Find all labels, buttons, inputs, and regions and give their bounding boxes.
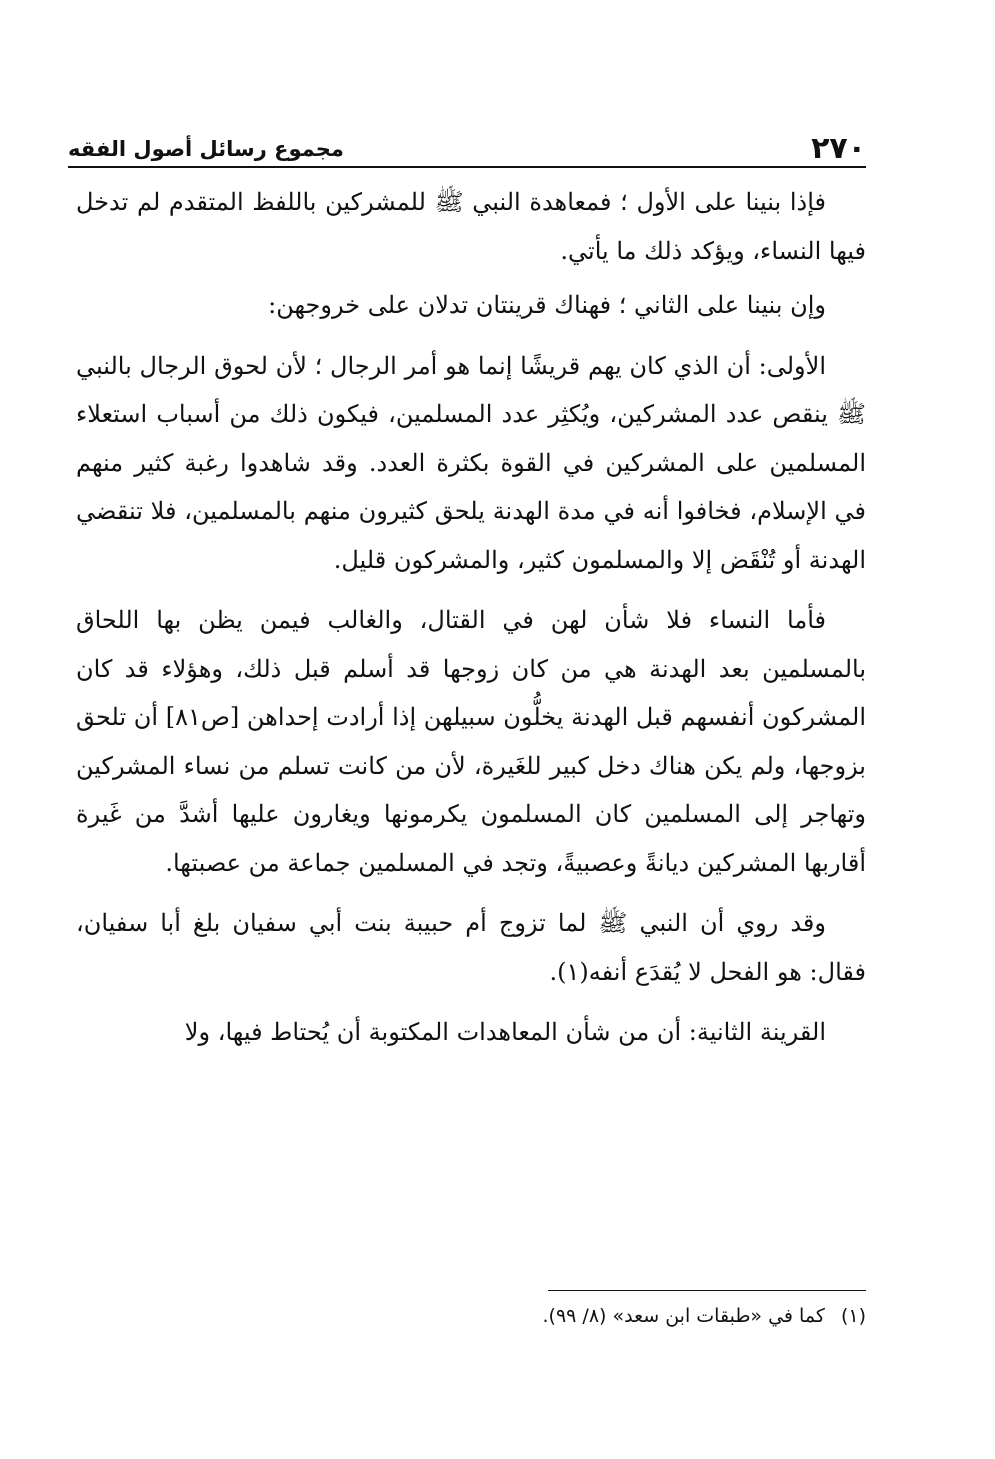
paragraph: وإن بنينا على الثاني ؛ فهناك قرينتان تدلان على خروجهن: — [268, 291, 826, 319]
paragraph: وقد روي أن النبي ﷺ لما تزوج أم حبيبة بنت أبي سفيان بلغ أبا سفيان، فقال: هو الفحل لا يُقدَع أنفه(١). — [76, 909, 866, 986]
paragraph: فإذا بنينا على الأول ؛ فمعاهدة النبي ﷺ للمشركين باللفظ المتقدم لم تدخل فيها النساء، ويؤكد ذلك ما يأتي. — [76, 188, 866, 265]
footnote — [300, 1300, 866, 1332]
running-title: مجموع رسائل أصول الفقه — [68, 137, 344, 161]
footnote-divider — [548, 1290, 866, 1291]
paragraph: فأما النساء فلا شأن لهن في القتال، والغالب فيمن يظن بها اللحاق بالمسلمين بعد الهدنة هي من كان زوجها قد أسلم قبل ذلك، وهؤلاء قد كان المشركون أنفسهم قبل الهدنة يخلُّون سبيلهن إذا أرادت إحداهن [ص٨١] أن تلحق بزوجها، ولم يكن هناك دخل كبير للغَيرة، لأن من كانت تسلم من نساء المشركين وتهاجر إلى المسلمين كان المسلمون يكرمونها ويغارون عليها أشدَّ من غَيرة أقاربها المشركين ديانةً وعصبيةً، وتجد في المسلمين جماعة من عصبتها. — [76, 606, 866, 877]
header-divider — [68, 166, 866, 168]
paragraph: القرينة الثانية: أن من شأن المعاهدات المكتوبة أن يُحتاط فيها، ولا — [184, 1018, 826, 1046]
footnote-text: كما في «طبقات ابن سعد» (٨/ ٩٩). — [542, 1305, 825, 1327]
paragraph: الأولى: أن الذي كان يهم قريشًا إنما هو أمر الرجال ؛ لأن لحوق الرجال بالنبي ﷺ ينقص عدد المشركين، ويُكثِر عدد المسلمين، فيكون ذلك من أسباب استعلاء المسلمين على المشركين في القوة بكثرة العدد. وقد شاهدوا رغبة كثير منهم في الإسلام، فخافوا أنه في مدة الهدنة يلحق كثيرون منهم بالمسلمين، فلا تنقضي الهدنة أو تُنْقَض إلا والمسلمون كثير، والمشركون قليل. — [76, 351, 866, 574]
footnote-marker: (١) — [840, 1305, 866, 1327]
page-number: ٢٧٠ — [811, 131, 866, 166]
page-header — [68, 118, 866, 164]
main-text — [76, 178, 866, 1069]
